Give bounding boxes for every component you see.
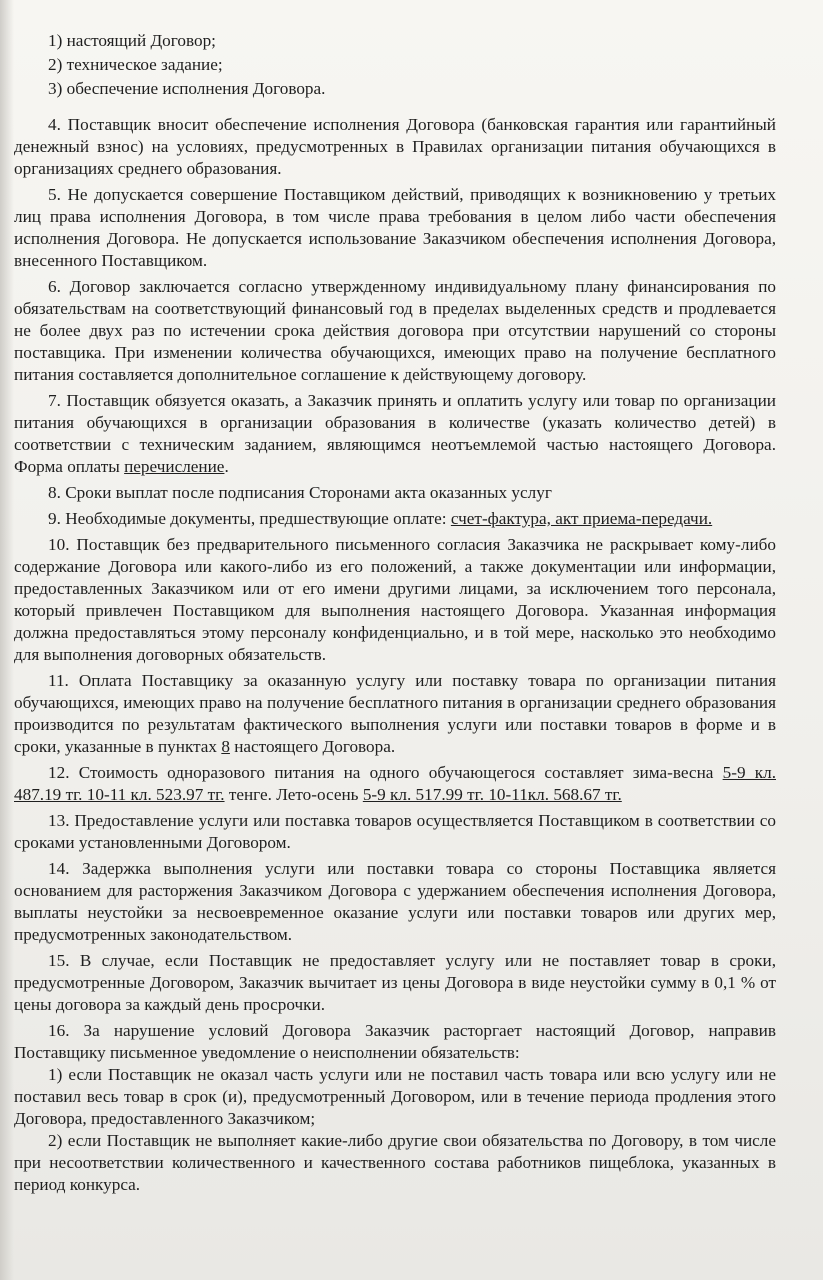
paragraph — [14, 390, 776, 478]
paragraph: 1) если Поставщик не оказал часть услуги или не поставил часть товара или всю услугу или не поставил весь товар в срок (и), предусмотренный Договором, или в течение периода продления этого Договора, предоставленного Заказчиком; — [14, 1065, 776, 1128]
paragraph: 6. Договор заключается согласно утвержденному индивидуальному плану финансирования по обязательствам на соответствующий финансовый год в пределах выделенных средств и продлевается не более двух раз по истечении срока действия договора при отсутствии нарушений со стороны поставщика. При изменении количества обучающихся, имеющих право на получение бесплатного питания составляется дополнительное соглашение к действующему договору. — [14, 277, 776, 384]
clause-7 — [14, 390, 776, 478]
paragraph-text: тенге. Лето-осень — [224, 785, 363, 804]
clause-11 — [14, 670, 776, 758]
clause-16 — [14, 1020, 776, 1196]
paragraph-text: 11. Оплата Поставщику за оказанную услугу или поставку товара по организации питания обучающихся, имеющих право на получение бесплатного питания в организации среднего образования производится по результатам фактического выполнения услуги или поставки товаров в форме и в сроки, указанные в пунктах — [14, 671, 776, 756]
clause-9 — [14, 508, 776, 530]
paragraph: 2) если Поставщик не выполняет какие-либо другие свои обязательства по Договору, в том числе при несоответствии количественного и качественного состава работников пищеблока, указанных в период конкурса. — [14, 1131, 776, 1194]
clause-12 — [14, 762, 776, 806]
underlined-reference: 8 — [221, 737, 230, 756]
paragraph — [14, 762, 776, 806]
list-item: 1) настоящий Договор; — [48, 31, 216, 50]
clause-8 — [14, 482, 776, 504]
underlined-price-winter-spring: 5-9 кл. 487.19 тг. 10-11 кл. 523.97 тг. — [14, 763, 776, 804]
paragraph — [14, 670, 776, 758]
document-text — [14, 30, 776, 1196]
page-edge-shadow — [0, 0, 14, 1280]
clause-15 — [14, 950, 776, 1016]
paragraph-text: 9. Необходимые документы, предшествующие оплате: — [48, 509, 451, 528]
paragraph: 8. Сроки выплат после подписания Сторонами акта оказанных услуг — [48, 483, 552, 502]
paragraph-text: 12. Стоимость одноразового питания на одного обучающегося составляет зима-весна — [48, 763, 723, 782]
paragraph-text: . — [224, 457, 229, 476]
paragraph: 10. Поставщик без предварительного письменного согласия Заказчика не раскрывает кому-либо содержание Договора или какого-либо из его положений, а также документации или информации, предоставленных Заказчиком или от его имени другими лицами, за исключением того персонала, который привлечен Поставщиком для выполнения настоящего Договора. Указанная информация должна предоставляться этому персоналу конфиденциально, и в той мере, насколько это необходимо для выполнения договорных обязательств. — [14, 535, 776, 664]
paragraph: 13. Предоставление услуги или поставка товаров осуществляется Поставщиком в соответствии со сроками установленными Договором. — [14, 811, 776, 852]
clause-10 — [14, 534, 776, 666]
underlined-payment-form: перечисление — [124, 457, 225, 476]
clause-13 — [14, 810, 776, 854]
clause-5 — [14, 184, 776, 272]
paragraph: 5. Не допускается совершение Поставщиком действий, приводящих к возникновению у третьих лиц права исполнения Договора, в том числе права требования в целом либо части обеспечения исполнения Договора. Не допускается использование Заказчиком обеспечения исполнения Договора, внесенного Поставщиком. — [14, 185, 776, 270]
list-item: 2) техническое задание; — [48, 55, 223, 74]
paragraph-text: 7. Поставщик обязуется оказать, а Заказчик принять и оплатить услугу или товар по организации питания обучающихся в организации образования в количестве (указать количество детей) в соответствии с техническим заданием, являющимся неотъемлемой частью настоящего Договора. Форма оплаты — [14, 391, 776, 476]
paragraph: 4. Поставщик вносит обеспечение исполнения Договора (банковская гарантия или гарантийный денежный взнос) на условиях, предусмотренных в Правилах организации питания обучающихся в организациях среднего образования. — [14, 115, 776, 178]
clause-6 — [14, 276, 776, 386]
paragraph: 15. В случае, если Поставщик не предоставляет услугу или не поставляет товар в сроки, предусмотренные Договором, Заказчик вычитает из цены Договора в виде неустойки сумму в 0,1 % от цены договора за каждый день просрочки. — [14, 951, 776, 1014]
paragraph: 14. Задержка выполнения услуги или поставки товара со стороны Поставщика является основанием для расторжения Заказчиком Договора с удержанием обеспечения исполнения Договора, выплаты неустойки за несвоевременное оказание услуги или поставки товаров или других мер, предусмотренных законодательством. — [14, 859, 776, 944]
clause-4 — [14, 114, 776, 180]
clause-14 — [14, 858, 776, 946]
underlined-documents: счет-фактура, акт приема-передачи. — [450, 509, 713, 528]
paragraph-text: настоящего Договора. — [229, 737, 396, 756]
paragraph: 16. За нарушение условий Договора Заказчик расторгает настоящий Договор, направив Поставщику письменное уведомление о неисполнении обязательств: — [14, 1021, 776, 1062]
attachments-list — [14, 30, 776, 100]
underlined-price-summer-autumn: 5-9 кл. 517.99 тг. 10-11кл. 568.67 тг. — [362, 785, 622, 804]
paragraph — [14, 508, 776, 530]
list-item: 3) обеспечение исполнения Договора. — [48, 79, 326, 98]
